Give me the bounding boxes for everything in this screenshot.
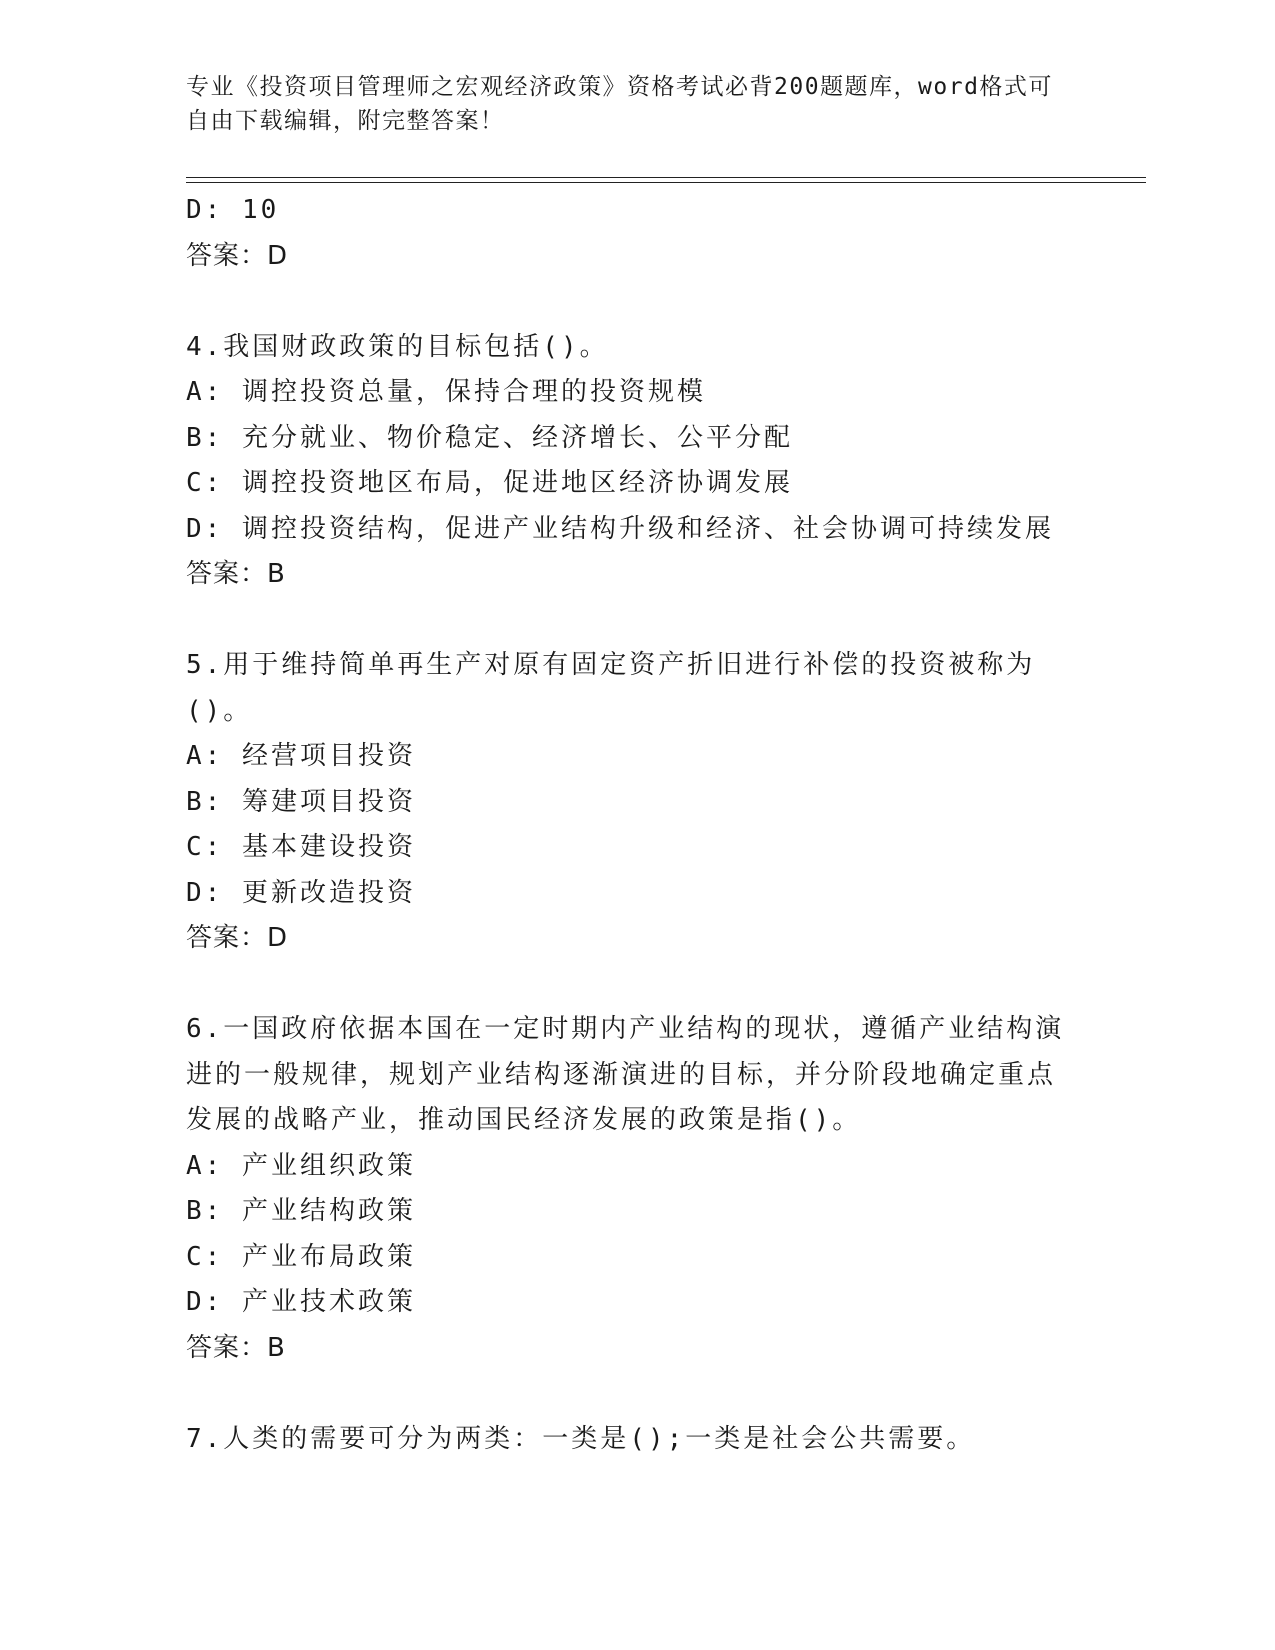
spacer (186, 598, 1066, 644)
question-4-option-b: B: 充分就业、物价稳定、经济增长、公平分配 (186, 422, 793, 453)
spacer (186, 1371, 1066, 1417)
question-5-option-d: D: 更新改造投资 (186, 877, 416, 908)
question-4-answer: 答案：B (186, 559, 286, 589)
header-rule-top (186, 177, 1146, 178)
question-5-answer: 答案：D (186, 923, 289, 953)
question-6-option-a: A: 产业组织政策 (186, 1150, 416, 1181)
spacer (186, 279, 1066, 325)
question-4-option-a: A: 调控投资总量，保持合理的投资规模 (186, 377, 706, 407)
question-5-option-a: A: 经营项目投资 (186, 741, 416, 771)
question-6-answer: 答案：B (186, 1332, 286, 1363)
question-4-option-c: C: 调控投资地区布局，促进地区经济协调发展 (186, 468, 793, 498)
question-6-option-d: D: 产业技术政策 (186, 1287, 416, 1317)
document-header: 专业《投资项目管理师之宏观经济政策》资格考试必背200题题库，word格式可自由下载编辑，附完整答案！ (186, 74, 1053, 134)
question-6-option-c: C: 产业布局政策 (186, 1241, 416, 1272)
answer: 答案：D (186, 240, 289, 271)
option-d: D: 10 (186, 195, 280, 225)
question-6-text: 6.一国政府依据本国在一定时期内产业结构的现状，遵循产业结构演进的一般规律，规划产业结构逐渐演进的目标，并分阶段地确定重点发展的战略产业，推动国民经济发展的政策是指()。 (186, 1014, 1065, 1135)
question-content (186, 188, 1066, 1462)
question-4-option-d: D: 调控投资结构，促进产业结构升级和经济、社会协调可持续发展 (186, 513, 1054, 544)
question-4-text: 4.我国财政政策的目标包括()。 (186, 331, 609, 362)
spacer (186, 962, 1066, 1008)
question-5-option-b: B: 筹建项目投资 (186, 786, 416, 817)
question-7-text: 7.人类的需要可分为两类：一类是();一类是社会公共需要。 (186, 1423, 976, 1454)
question-5-option-c: C: 基本建设投资 (186, 832, 416, 862)
question-5-text: 5.用于维持简单再生产对原有固定资产折旧进行补偿的投资被称为()。 (186, 650, 1036, 726)
question-6-option-b: B: 产业结构政策 (186, 1196, 416, 1226)
header-rule-bottom (186, 182, 1146, 183)
